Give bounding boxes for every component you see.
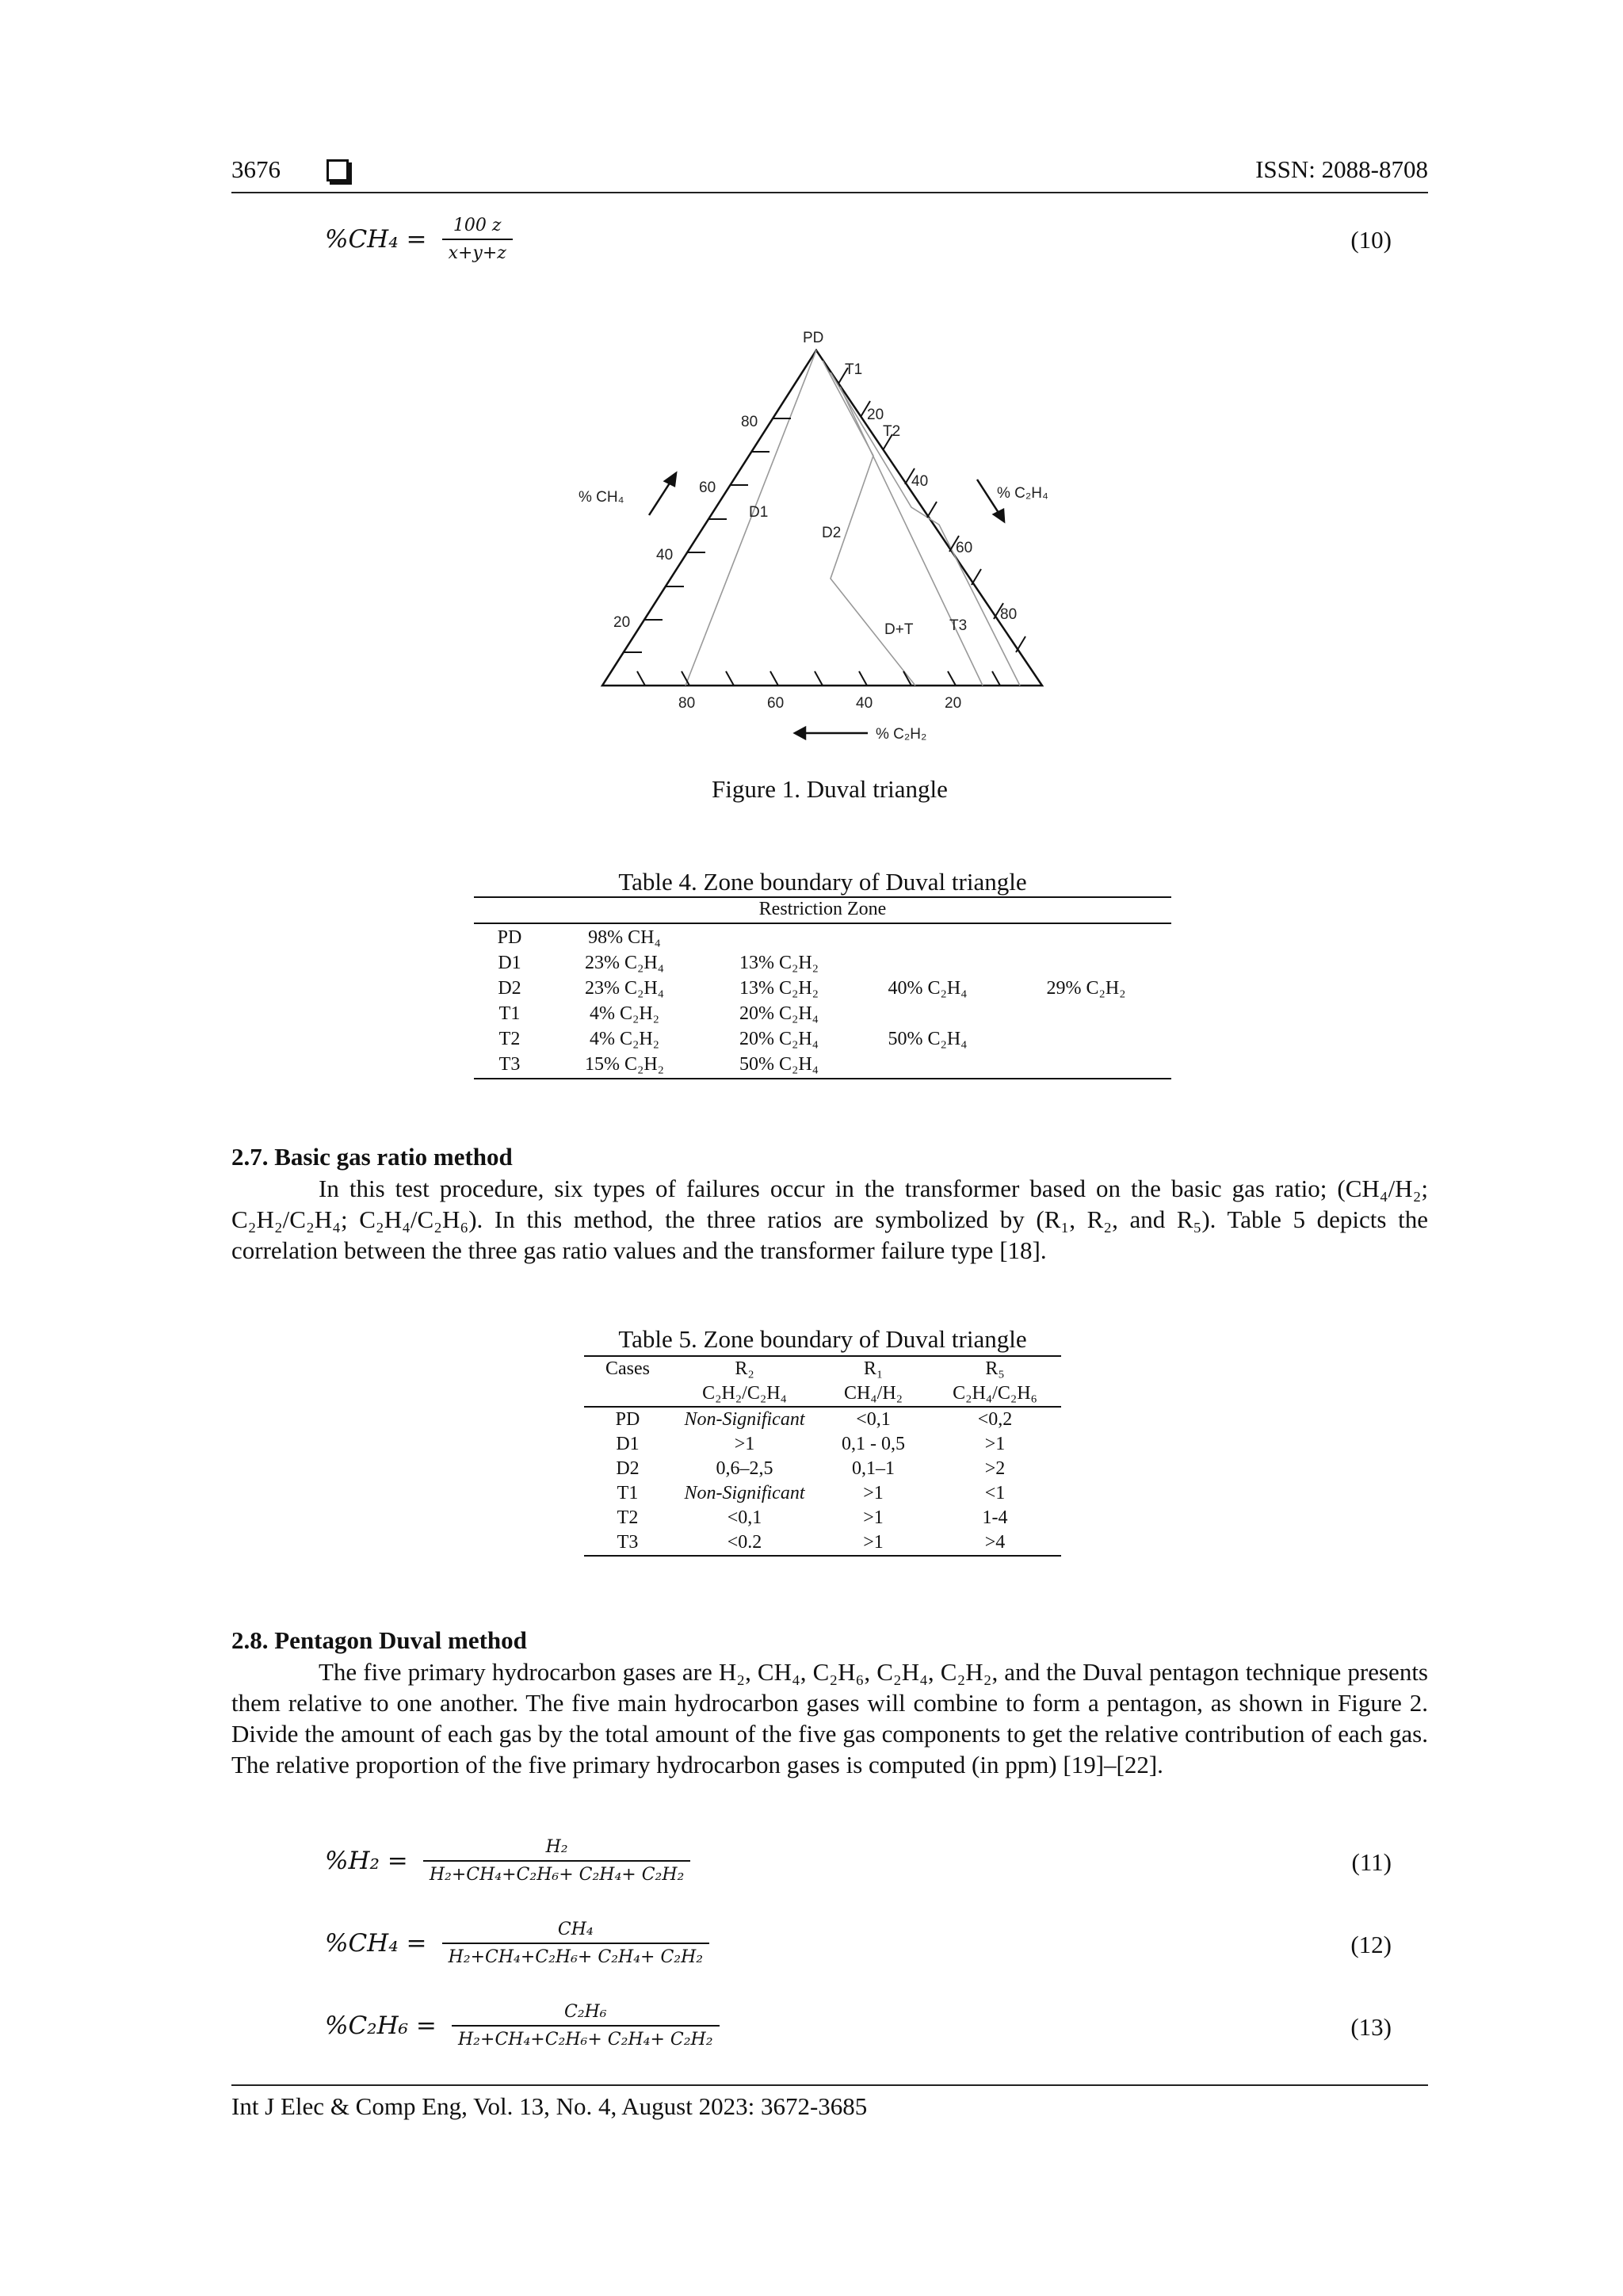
- table-cell: 50% C₂H₄: [739, 1054, 819, 1075]
- table-cell: T1: [617, 1483, 639, 1503]
- table-row: [584, 1506, 1061, 1530]
- table-4-bottom-rule: [474, 1078, 1171, 1079]
- table-cell: 40% C₂H₄: [888, 978, 968, 999]
- table-cell: 4% C₂H₂: [589, 1029, 660, 1049]
- table-cell: D1: [616, 1434, 640, 1454]
- numerator: CH₄: [442, 1920, 710, 1944]
- footer-rule: [231, 2084, 1428, 2086]
- table-row: [474, 1001, 1171, 1026]
- equation-fraction: [442, 216, 513, 263]
- table-5-bottom-rule: [584, 1555, 1061, 1557]
- table-4-header: Restriction Zone: [758, 899, 887, 919]
- table-cell: [854, 1001, 1001, 1026]
- table-cell: >1: [984, 1434, 1006, 1454]
- table-row: [474, 925, 1171, 950]
- table-4-header-rule: [474, 923, 1171, 924]
- table-cell: [1001, 1001, 1171, 1026]
- figure-duval-triangle: [579, 317, 1070, 749]
- table-cell: [854, 950, 1001, 976]
- section-2-7-title: 2.7. Basic gas ratio method: [231, 1143, 513, 1171]
- table-cell: PD: [497, 927, 522, 948]
- right-tick-80: 80: [1000, 606, 1018, 623]
- bottom-tick-80: 80: [678, 695, 696, 712]
- table-cell: [1001, 925, 1171, 950]
- table-cell: D2: [616, 1458, 640, 1479]
- left-tick-80: 80: [741, 414, 758, 430]
- equation-number: (13): [1350, 2013, 1392, 2041]
- table-cell: 23% C₂H₄: [584, 953, 665, 973]
- table-cell: >1: [734, 1434, 755, 1454]
- table-cell: 98% CH₄: [588, 927, 661, 948]
- right-tick-20: 20: [867, 407, 884, 423]
- left-axis-label: % CH₄: [579, 489, 624, 506]
- table-4-top-rule: [474, 896, 1171, 898]
- column-header: Cases: [605, 1358, 650, 1379]
- table-cell: Non-Significant: [684, 1483, 805, 1503]
- table-cell: [704, 925, 854, 950]
- table-cell: 15% C₂H₂: [584, 1054, 665, 1075]
- table-cell: >1: [863, 1507, 884, 1528]
- numerator: C₂H₆: [452, 2002, 720, 2027]
- table-5: [584, 1357, 1061, 1555]
- table-cell: >4: [984, 1532, 1006, 1553]
- table-4-caption: Table 4. Zone boundary of Duval triangle: [618, 868, 1027, 896]
- zone-label-t2: T2: [883, 423, 901, 440]
- equation-number: (11): [1351, 1848, 1392, 1876]
- denominator: H₂+CH₄+C₂H₆+ C₂H₄+ C₂H₂: [448, 1947, 704, 1967]
- right-tick-40: 40: [911, 473, 929, 490]
- table-cell: 0,6–2,5: [716, 1458, 773, 1479]
- table-cell: 1-4: [982, 1507, 1008, 1528]
- table-cell: T2: [617, 1507, 639, 1528]
- numerator: 100 z: [442, 216, 513, 240]
- figure-1-caption: Figure 1. Duval triangle: [712, 775, 948, 803]
- zone-boundaries: [685, 350, 1020, 686]
- numerator: H₂: [423, 1837, 691, 1862]
- left-axis-ticks: [624, 418, 791, 652]
- equation-lhs: %H₂ =: [325, 1847, 408, 1875]
- column-header: R₁: [863, 1358, 884, 1379]
- column-header: C₂H₄/C₂H₆: [953, 1383, 1037, 1404]
- left-tick-20: 20: [613, 614, 631, 631]
- equation-number: (10): [1350, 226, 1392, 254]
- column-header: R₂: [735, 1358, 754, 1379]
- table-cell: 50% C₂H₄: [888, 1029, 968, 1049]
- table-row: [584, 1481, 1061, 1506]
- table-cell: T3: [617, 1532, 639, 1553]
- bottom-tick-40: 40: [856, 695, 873, 712]
- table-row: [474, 950, 1171, 976]
- footer-text: Int J Elec & Comp Eng, Vol. 13, No. 4, August 2023: 3672-3685: [231, 2092, 868, 2120]
- table-row: [584, 1432, 1061, 1457]
- table-row: [474, 976, 1171, 1001]
- bottom-axis-ticks: [637, 671, 1000, 686]
- left-tick-60: 60: [699, 479, 716, 496]
- issn: ISSN: 2088-8708: [1255, 155, 1428, 183]
- table-cell: 13% C₂H₂: [739, 953, 819, 973]
- bottom-tick-60: 60: [767, 695, 785, 712]
- vertex-label-pd: PD: [803, 330, 824, 346]
- table-cell: <1: [984, 1483, 1006, 1503]
- table-row: [474, 1026, 1171, 1052]
- table-cell: T3: [498, 1054, 521, 1075]
- table-cell: 20% C₂H₄: [739, 1003, 819, 1024]
- right-axis-label: % C₂H₄: [997, 485, 1048, 502]
- equation-number: (12): [1350, 1931, 1392, 1958]
- column-header: C₂H₂/C₂H₄: [702, 1383, 787, 1404]
- equation-fraction: [452, 2002, 720, 2050]
- table-cell: >2: [984, 1458, 1006, 1479]
- table-cell: [1001, 1052, 1171, 1077]
- table-cell: D1: [498, 953, 521, 973]
- right-tick-60: 60: [956, 540, 973, 556]
- header-square-icon: [327, 159, 349, 181]
- table-row: [584, 1530, 1061, 1555]
- equation-fraction: [442, 1920, 710, 1967]
- table-cell: [1001, 1026, 1171, 1052]
- table-header-row: [584, 1357, 1061, 1381]
- equation-11: [325, 1837, 690, 1885]
- table-cell: 4% C₂H₂: [589, 1003, 660, 1024]
- table-cell: T1: [498, 1003, 521, 1024]
- triangle-outline: [602, 350, 1042, 686]
- table-cell: <0,2: [977, 1409, 1013, 1430]
- equation-13: [325, 2002, 720, 2050]
- zone-label-t1: T1: [845, 361, 863, 378]
- header-rule: [231, 192, 1428, 193]
- zone-label-d1: D1: [749, 504, 769, 521]
- table-cell: PD: [615, 1409, 640, 1430]
- table-cell: <0.2: [727, 1532, 762, 1553]
- table-cell: T2: [498, 1029, 521, 1049]
- table-cell: >1: [863, 1483, 884, 1503]
- table-cell: 0,1 - 0,5: [842, 1434, 905, 1454]
- table-cell: <0,1: [727, 1507, 762, 1528]
- table-cell: D2: [498, 978, 521, 999]
- page-number: 3676: [231, 155, 281, 183]
- zone-label-dt: D+T: [884, 621, 914, 638]
- denominator: H₂+CH₄+C₂H₆+ C₂H₄+ C₂H₂: [429, 1865, 685, 1885]
- duval-triangle-svg: [579, 317, 1070, 745]
- table-cell: 29% C₂H₂: [1046, 978, 1126, 999]
- table-cell: >1: [863, 1532, 884, 1553]
- table-cell: [1001, 950, 1171, 976]
- table-header-row: [584, 1381, 1061, 1407]
- denominator: H₂+CH₄+C₂H₆+ C₂H₄+ C₂H₂: [458, 2030, 713, 2050]
- bottom-axis-label: % C₂H₂: [876, 726, 927, 743]
- column-header: CH₄/H₂: [843, 1383, 903, 1404]
- table-cell: Non-Significant: [684, 1409, 805, 1430]
- zone-label-t3: T3: [949, 617, 968, 634]
- equation-lhs: %CH₄ =: [325, 1929, 427, 1958]
- table-cell: [854, 925, 1001, 950]
- equation-10: [325, 216, 513, 263]
- bottom-tick-20: 20: [945, 695, 962, 712]
- section-2-7-paragraph: In this test procedure, six types of failures occur in the transformer based on the basic gas ratio; (CH₄/H₂; C₂H₂/C₂H₄; C₂H₄/C₂H₆). In this method, the three ratios are symbolized by (R₁, R₂, and R₅). Table 5 depicts the correlation between the three gas ratio values and the transformer failure type [18].: [231, 1175, 1428, 1264]
- equation-lhs: %C₂H₆ =: [325, 2011, 437, 2040]
- table-4: [474, 925, 1171, 1077]
- table-cell: 13% C₂H₂: [739, 978, 819, 999]
- table-5-caption: Table 5. Zone boundary of Duval triangle: [618, 1325, 1027, 1353]
- table-cell: <0,1: [856, 1409, 891, 1430]
- table-cell: 20% C₂H₄: [739, 1029, 819, 1049]
- column-header: R₅: [985, 1358, 1005, 1379]
- section-2-8-title: 2.8. Pentagon Duval method: [231, 1626, 527, 1654]
- zone-label-d2: D2: [822, 525, 842, 541]
- table-cell: 0,1–1: [852, 1458, 895, 1479]
- equation-12: [325, 1920, 709, 1967]
- equation-lhs: %CH₄ =: [325, 225, 427, 254]
- column-header: [584, 1381, 671, 1407]
- equation-fraction: [423, 1837, 691, 1885]
- left-tick-40: 40: [656, 547, 674, 563]
- table-cell: [854, 1052, 1001, 1077]
- table-row: [584, 1457, 1061, 1481]
- table-cell: 23% C₂H₄: [584, 978, 665, 999]
- denominator: x+y+z: [448, 243, 506, 263]
- section-2-8-paragraph: The five primary hydrocarbon gases are H₂, CH₄, C₂H₆, C₂H₄, C₂H₂, and the Duval pentagon technique presents them relative to one another. The five main hydrocarbon gases will combine to form a pentagon, as shown in Figure 2. Divide the amount of each gas by the total amount of the five gas components to get the relative contribution of each gas. The relative proportion of the five primary hydrocarbon gases is computed (in ppm) [19]–[22].: [231, 1658, 1428, 1778]
- table-row: [474, 1052, 1171, 1077]
- table-row: [584, 1407, 1061, 1432]
